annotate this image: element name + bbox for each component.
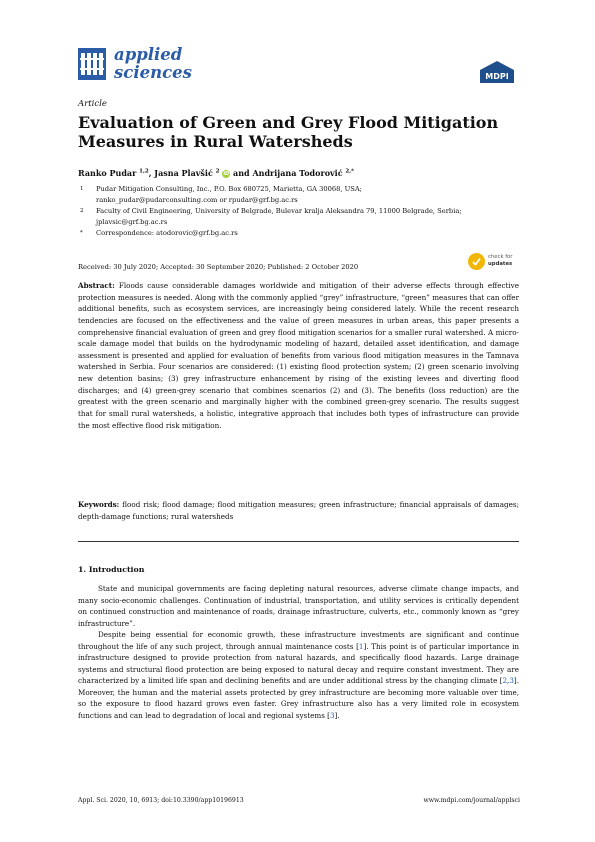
body-text — [78, 583, 519, 721]
author-separator: , — [148, 168, 155, 178]
author-name: Jasna Plavšić — [154, 168, 213, 178]
author-name: Andrijana Todorović — [252, 168, 343, 178]
affiliation-item — [78, 184, 518, 206]
check-updates-line1: check for — [488, 254, 513, 260]
author-affiliation-mark: 2,* — [345, 168, 355, 175]
journal-name — [114, 46, 192, 82]
author-affiliation-mark: 1,2 — [139, 168, 149, 175]
paragraph-text: State and municipal governments are facing depleting natural resources, adverse climate change impacts, and many socio-economic challenges. Continuation of industrial, transportation, and utility services is critically dependent on continued construction and maintenance of roads, drainage infrastructure, culverts, etc., commonly known as “grey infrastructure”. — [78, 584, 519, 628]
paragraph — [78, 583, 519, 629]
affiliation-mark: 1 — [80, 186, 84, 192]
paragraph-text: ]. — [334, 710, 340, 720]
publication-dates: Received: 30 July 2020; Accepted: 30 September 2020; Published: 2 October 2020 — [78, 263, 359, 271]
citation-link[interactable]: 3 — [509, 676, 514, 685]
citation-link[interactable]: 3 — [329, 710, 335, 720]
article-title: Evaluation of Green and Grey Flood Mitigation Measures in Rural Watersheds — [78, 113, 499, 151]
correspondence-item — [78, 228, 518, 239]
abstract-label: Abstract: — [78, 281, 115, 290]
journal-name-line1: applied — [114, 45, 183, 64]
check-for-updates-button[interactable] — [468, 252, 520, 272]
journal-logo-icon — [78, 48, 106, 80]
paragraph-text: Despite being essential for economic growth, these infrastructure investments are significant and continue throughout the life of any such project, through annual maintenance costs [ — [78, 630, 519, 651]
citation-link[interactable]: 1 — [358, 641, 364, 651]
author-separator: and — [230, 168, 253, 178]
keywords-text: flood risk; flood damage; flood mitigation measures; green infrastructure; financial appraisals of damages; depth-damage functions; rural watersheds — [78, 500, 519, 521]
article-type: Article — [78, 99, 107, 109]
checkmark-icon — [471, 256, 482, 267]
affiliation-line: jplavsic@grf.bg.ac.rs — [96, 218, 168, 226]
abstract — [78, 280, 519, 431]
paragraph-text: , — [507, 676, 510, 685]
footer-journal-url[interactable]: www.mdpi.com/journal/applsci — [423, 797, 520, 804]
citation-link[interactable]: 2 — [502, 676, 508, 685]
orcid-icon[interactable]: iD — [223, 171, 230, 177]
author-name: Ranko Pudar — [78, 168, 137, 178]
section-divider — [78, 541, 519, 542]
check-updates-line2: updates — [488, 261, 513, 267]
paragraph-text: ]. This point is of particular importance in infrastructure designed to provide protection from natural hazards, and specifically flood hazards. Large drainage systems and structural flood protection are being exposed to natural decay and require constant investment. They are characterized by a limited life span and declining benefits and are under additional stress by the changing climate [ — [78, 641, 519, 685]
author-affiliation-mark: 2 — [215, 168, 220, 175]
affiliation-item — [78, 206, 518, 228]
keywords-label: Keywords: — [78, 500, 120, 509]
abstract-text: Floods cause considerable damages worldwide and mitigation of their adverse effects through effective protection measures is needed. Along with the commonly applied “grey” infrastructure, “green” measures that can offer additional benefits, such as ecosystem services, are increasingly being considered lately. While the recent research tendencies are focused on the effectiveness and the value of green measures in urban areas, this paper presents a comprehensive financial evaluation of green and grey flood mitigation scenarios for a smaller rural watershed. A micro-scale damage model that builds on the hydrodynamic modeling of hazard, detailed asset identification, and damage assessment is presented and applied for evaluation of benefits from various flood mitigation measures in the Tamnava watershed in Serbia. Four scenarios are considered: (1) existing flood protection system; (2) green scenario involving new detention basins; (3) grey infrastructure enhancement by rising of the existing levees and diverting flood discharges; and (4) green-grey scenario that combines scenarios (2) and (3). The benefits (loss reduction) are the greatest with the green scenario and marginally higher with the combined green-grey scenario. The results suggest that for small rural watersheds, a holistic, integrative approach that includes both types of infrastructure can provide the most effective flood risk mitigation. — [78, 281, 519, 430]
check-updates-badge — [468, 253, 485, 270]
paragraph — [78, 629, 519, 721]
section-heading: 1. Introduction — [78, 565, 145, 574]
affiliation-line: ranko_pudar@pudarconsulting.com or rpudar@grf.bg.ac.rs — [96, 196, 298, 204]
paragraph-text: ]. Moreover, the human and the material assets protected by grey infrastructure are becoming more valuable over time, so the exposure to flood hazard grows even faster. Grey infrastructure also has a very limited role in ecosystem functions and can lead to degradation of local and regional systems [ — [78, 676, 519, 720]
author-list — [78, 168, 354, 178]
affiliation-mark: 2 — [80, 208, 84, 214]
keywords — [78, 499, 519, 523]
mdpi-logo-icon — [478, 60, 516, 84]
publisher-name: MDPI — [485, 72, 509, 81]
footer-citation: Appl. Sci. 2020, 10, 6913; doi:10.3390/app10196913 — [78, 797, 244, 804]
journal-name-line2: sciences — [114, 63, 192, 82]
correspondence-line: Correspondence: atodorovic@grf.bg.ac.rs — [96, 229, 238, 237]
correspondence-mark: * — [80, 230, 83, 236]
affiliation-line: Faculty of Civil Engineering, University of Belgrade, Bulevar kralja Aleksandra 79, 11000 Belgrade, Serbia; — [96, 207, 462, 215]
affiliation-list — [78, 184, 518, 239]
affiliation-line: Pudar Mitigation Consulting, Inc., P.O. Box 680725, Marietta, GA 30068, USA; — [96, 185, 362, 193]
